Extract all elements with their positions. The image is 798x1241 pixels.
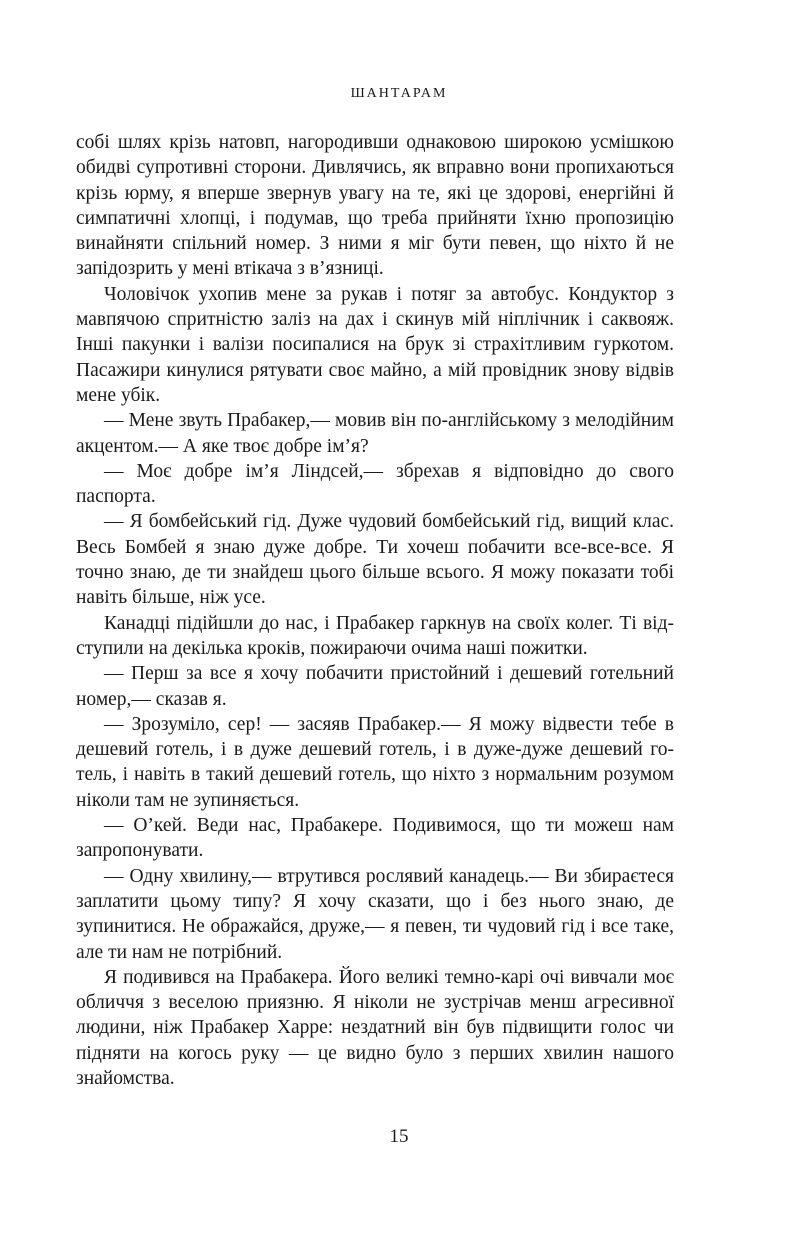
dialogue-line: — О’кей. Веди нас, Прабакере. Подивимося, що ти можеш нам запропонувати. (76, 815, 674, 862)
running-title: ШАНТАРАМ (350, 86, 448, 101)
paragraph: Я подивився на Прабакера. Його великі темно-карі очі вивчали моє обличчя з веселою приязню. Я ніколи не зустрічав менш агресивної людини, ніж Прабакер Харре: нездатний він був підвищити голос чи підняти на когось руку — це видно було з перших хвилин нашого знайомства. (76, 966, 674, 1089)
dialogue-line: — Моє добре ім’я Ліндсей,— збрехав я відповідно до свого паспорта. (76, 460, 674, 508)
dialogue-line: — Я бомбейський гід. Дуже чудовий бомбейський гід, вищий клас. Весь Бомбей я знаю дуже добре. Ти хочеш побачити все-все-все. Я точно знаю, де ти знайдеш цього більше всього. Я можу показати тобі навіть більше, ніж усе. (76, 511, 674, 609)
paragraph: Чоловічок ухопив мене за рукав і потяг за автобус. Кондуктор з мавпячою спритністю заліз на дах і скинув мій ніплічник і саквояж. Інші пакунки і валізи посипалися на брук зі страхітливим гуркотом. Пасажири кинулися рятувати своє майно, а мій провідник знову відвів мене убік. (76, 283, 674, 406)
dialogue-line: — Зрозуміло, сер! — засяяв Прабакер.— Я можу відвести тебе в дешевий готель, і в дуже дешевий готель, і в дуже-дуже дешевий готель, і навіть в такий дешевий готель, що ніхто з нормальним розумом ніколи там не зупиняється. (76, 713, 674, 811)
body-text (76, 130, 674, 1091)
paragraph: Канадці підійшли до нас, і Прабакер гаркнув на своїх колег. Ті відступили на декілька кроків, пожираючи очима наші пожитки. (76, 612, 674, 659)
dialogue-line: — Одну хвилину,— втрутився рослявий канадець.— Ви збираєтеся заплатити цьому типу? Я хочу сказати, що і без нього знаю, де зупинитися. Не ображайся, друже,— я певен, ти чудовий гід і все таке, але ти нам не потрібний. (76, 865, 674, 963)
dialogue-line: — Мене звуть Прабакер,— мовив він по-англійському з мелодійним акцентом.— А яке твоє добре ім’я? (76, 410, 674, 457)
page-number: 15 (389, 1126, 409, 1147)
dialogue-line: — Перш за все я хочу побачити пристойний і дешевий готельний номер,— сказав я. (76, 663, 674, 710)
paragraph: собі шлях крізь натовп, нагородивши однаковою широкою усмішкою обидві супротивні сторони. Дивлячись, як вправно вони пропихаються крізь юрму, я вперше звернув увагу на те, які це здорові, енергійні й симпатичні хлопці, і подумав, що треба прийняти їхню пропозицію винайняти спільний номер. З ними я міг бути певен, що ніхто й не запідозрить у мені втікача з в’язниці. (76, 132, 674, 280)
